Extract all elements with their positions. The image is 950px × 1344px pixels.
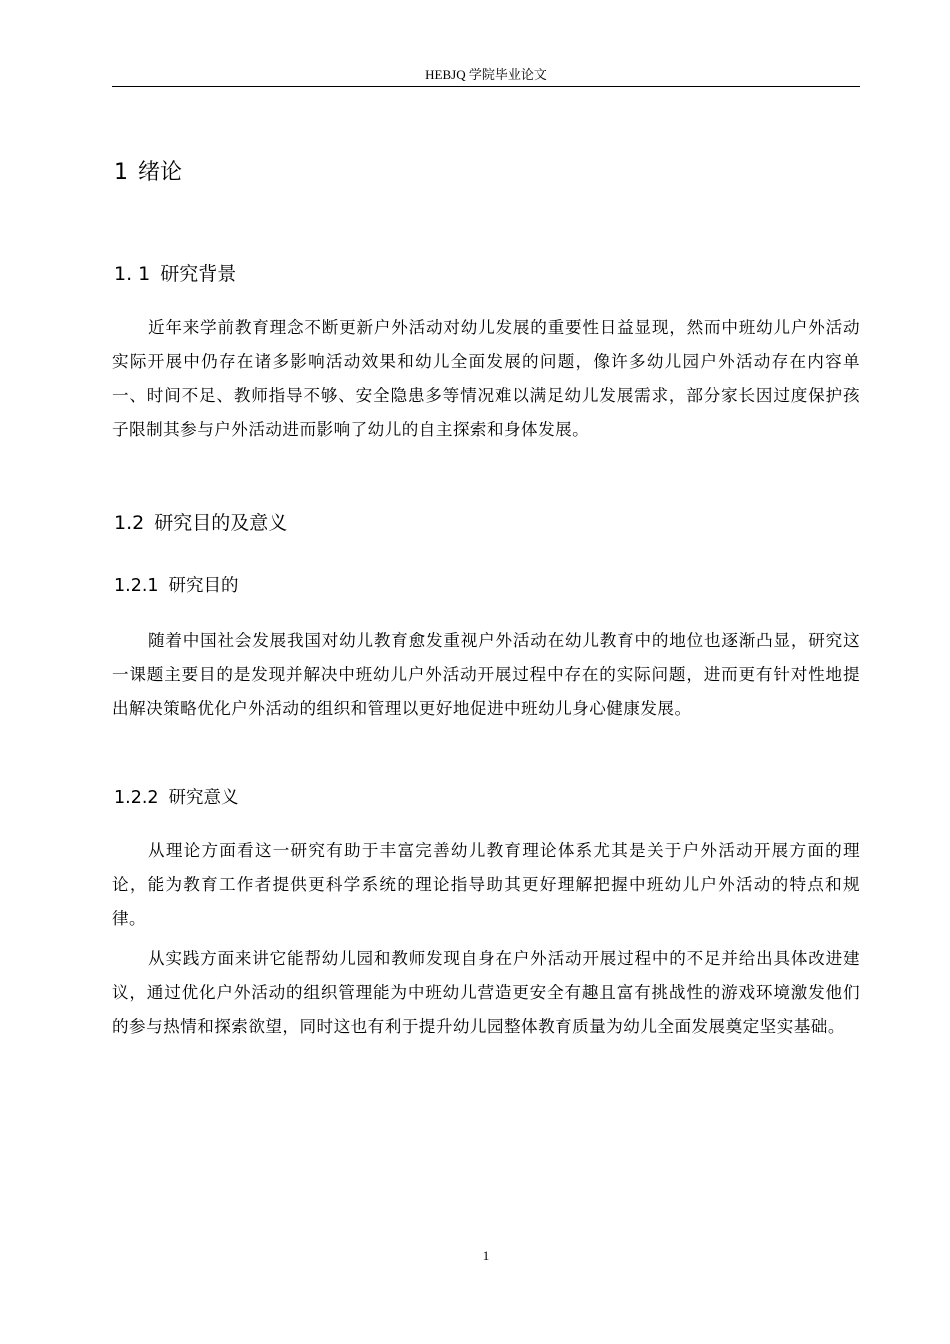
- section-heading-background: [114, 258, 236, 290]
- subsection-number: 1.2.1: [114, 576, 159, 596]
- section-title: 研究背景: [160, 263, 237, 285]
- background-paragraph: 近年来学前教育理念不断更新户外活动对幼儿发展的重要性日益显现，然而中班幼儿户外活动实际开展中仍存在诸多影响活动效果和幼儿全面发展的问题，像许多幼儿园户外活动存在内容单一、时间不足、教师指导不够、安全隐患多等情况难以满足幼儿发展需求，部分家长因过度保护孩子限制其参与户外活动进而影响了幼儿的自主探索和身体发展。: [112, 318, 860, 439]
- section-title: 研究目的及意义: [154, 512, 288, 534]
- subsection-number: 1.2.2: [114, 788, 159, 808]
- section-heading-purpose-significance: [114, 507, 287, 539]
- page-header: [112, 64, 860, 86]
- significance-paragraph-2: 从实践方面来讲它能帮幼儿园和教师发现自身在户外活动开展过程中的不足并给出具体改进建议，通过优化户外活动的组织管理能为中班幼儿营造更安全有趣且富有挑战性的游戏环境激发他们的参与热情和探索欲望，同时这也有利于提升幼儿园整体教育质量为幼儿全面发展奠定坚实基础。: [112, 949, 860, 1036]
- subsection-title: 研究意义: [168, 788, 239, 808]
- chapter-title: 绪论: [138, 160, 183, 185]
- purpose-paragraph: 随着中国社会发展我国对幼儿教育愈发重视户外活动在幼儿教育中的地位也逐渐凸显，研究这一课题主要目的是发现并解决中班幼儿户外活动开展过程中存在的实际问题，进而更有针对性地提出解决策略优化户外活动的组织和管理以更好地促进中班幼儿身心健康发展。: [112, 631, 860, 718]
- subsection-heading-significance: [114, 783, 239, 813]
- chapter-number: 1: [114, 160, 128, 185]
- significance-paragraph-1: 从理论方面看这一研究有助于丰富完善幼儿教育理论体系尤其是关于户外活动开展方面的理论，能为教育工作者提供更科学系统的理论指导助其更好理解把握中班幼儿户外活动的特点和规律。: [112, 841, 860, 928]
- header-rule: [112, 86, 860, 87]
- header-title: HEBJQ 学院毕业论文: [425, 67, 547, 82]
- section-number: 1.2: [114, 512, 145, 534]
- section-number: 1. 1: [114, 263, 151, 285]
- chapter-heading: [114, 155, 182, 191]
- subsection-title: 研究目的: [168, 576, 239, 596]
- page-number: 1: [482, 1248, 490, 1263]
- subsection-heading-purpose: [114, 571, 239, 601]
